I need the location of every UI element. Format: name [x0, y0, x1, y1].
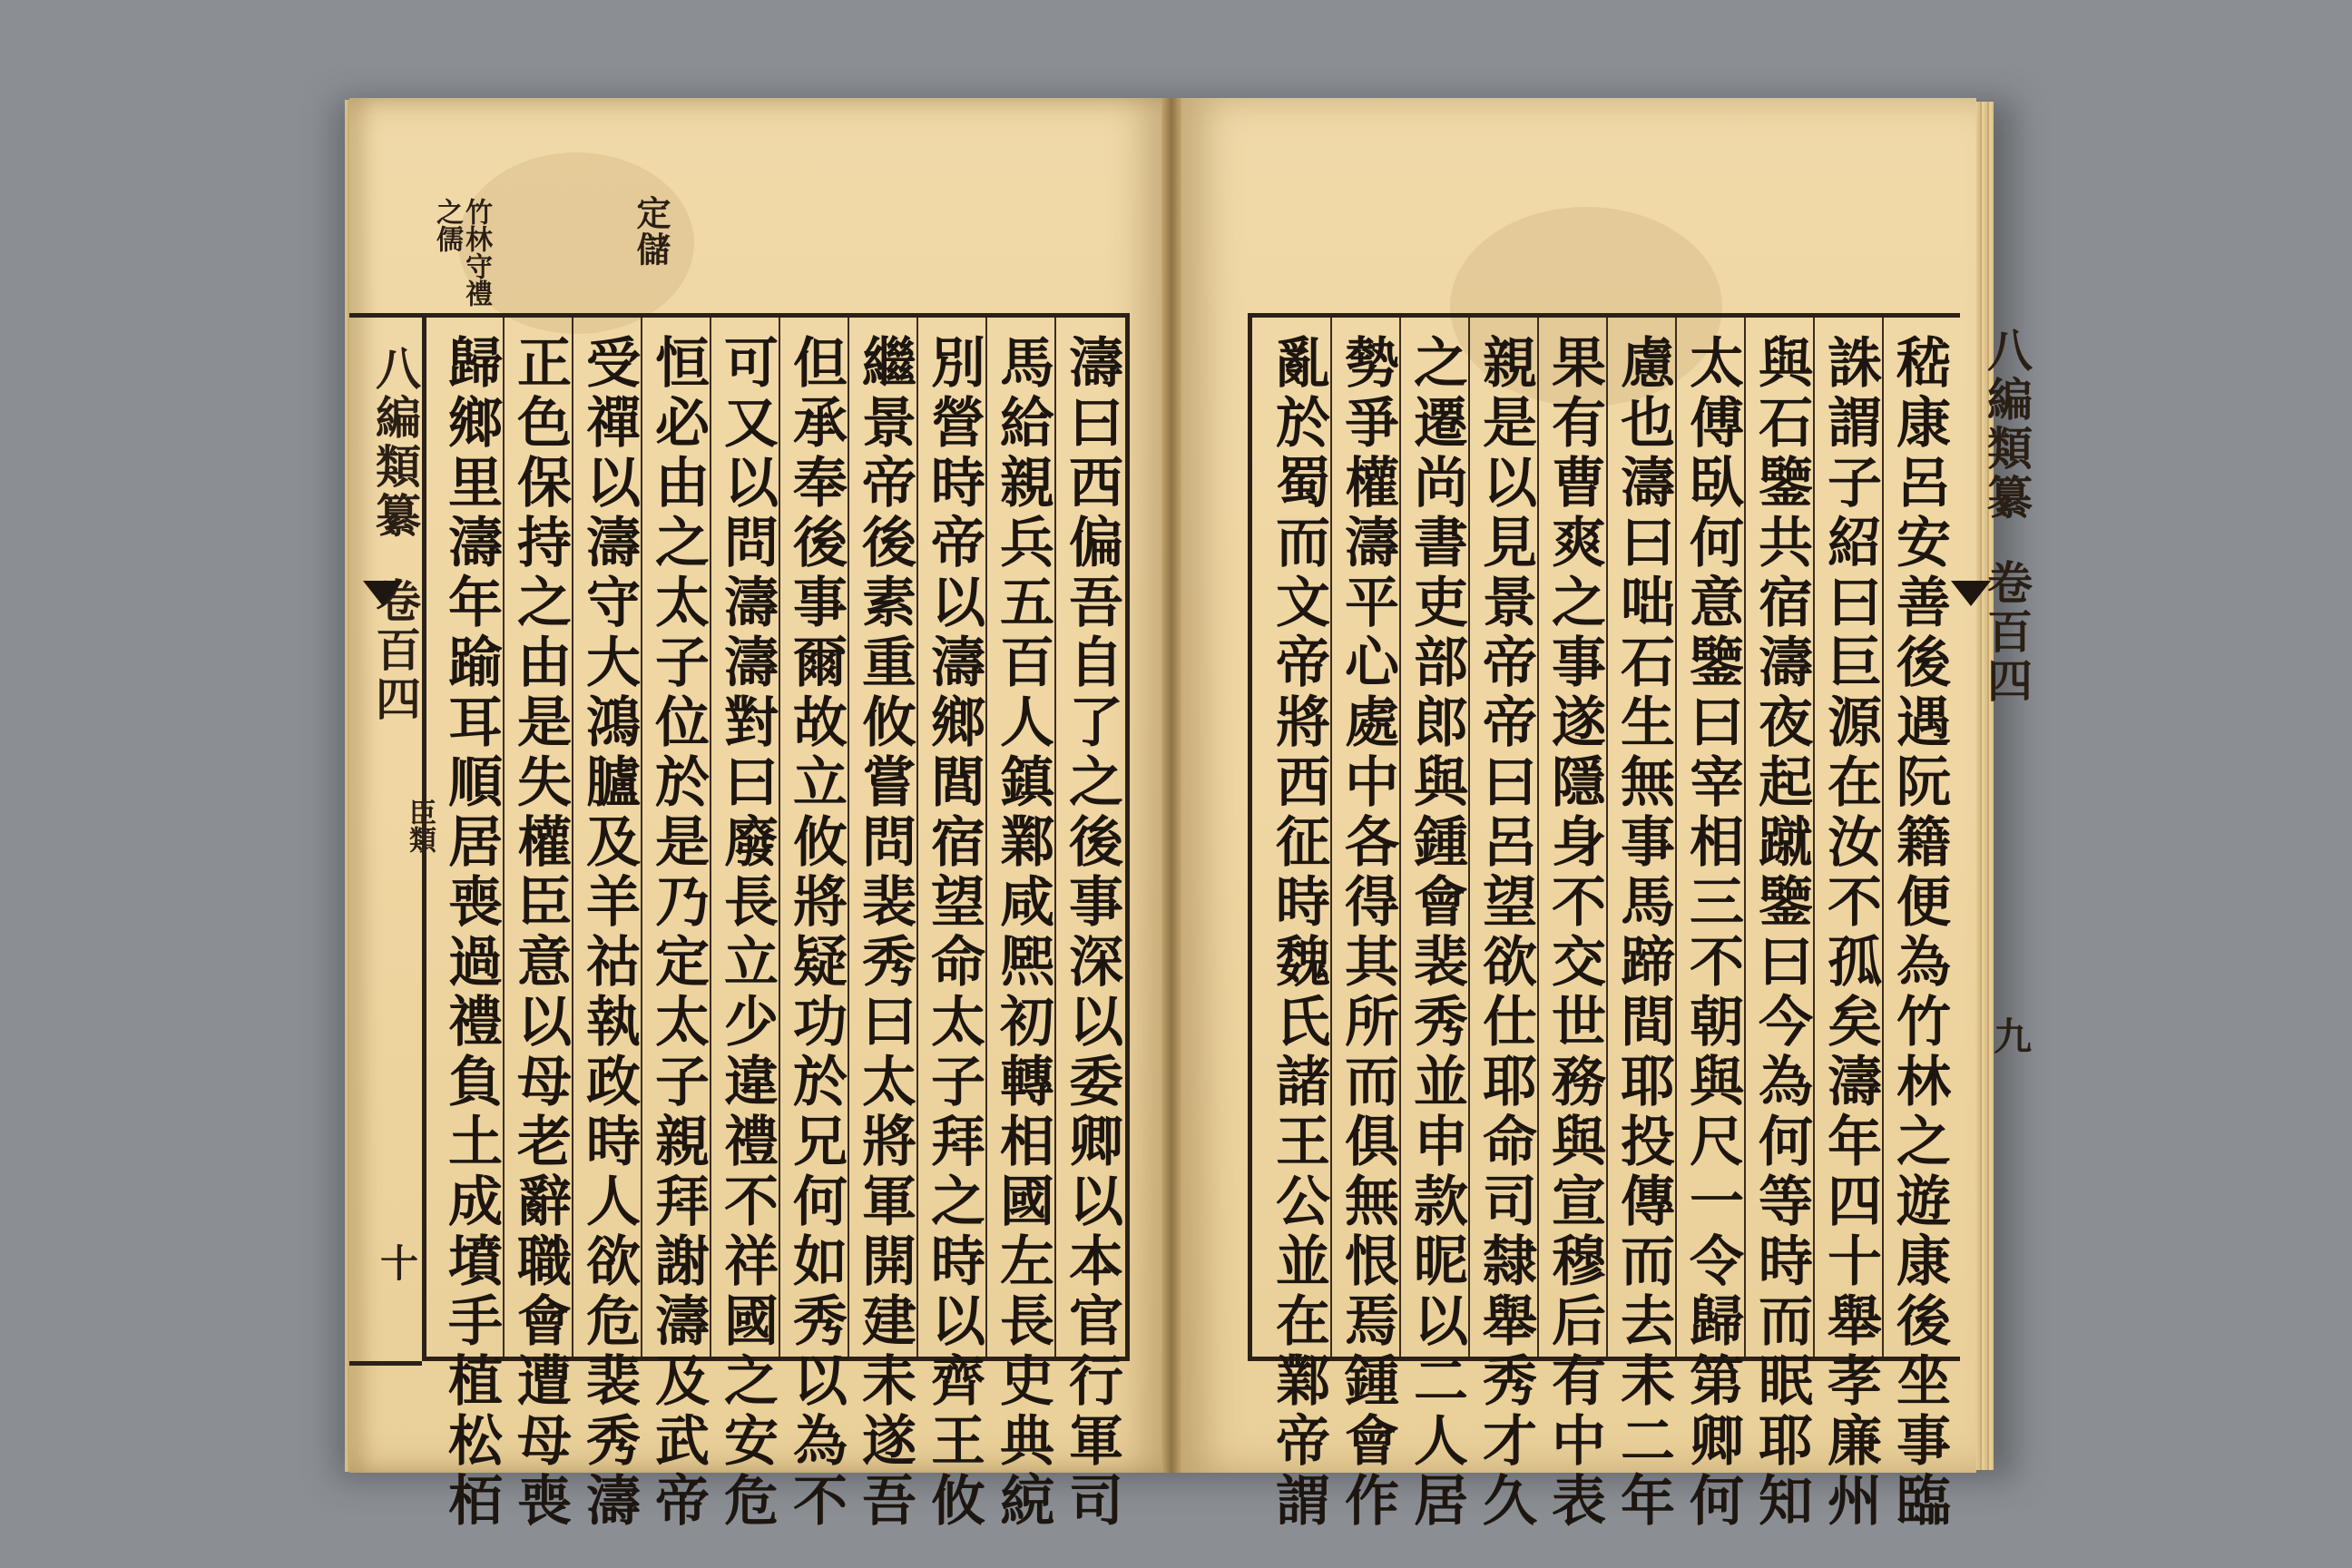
text-column: 親是以見景帝帝曰呂望欲仕耶命司隸舉秀才久: [1474, 334, 1537, 1532]
text-column: 馬給親兵五百人鎮鄴咸熈初轉相國左長史典綂: [991, 334, 1054, 1532]
text-column: 果有曹爽之事遂隱身不交世務與宣穆后有中表: [1543, 334, 1606, 1532]
banxin-title: 八編類纂卷百四: [368, 345, 422, 724]
text-column: 但承奉後事爾故立攸將疑功於兄何如秀以為不: [784, 334, 848, 1532]
fishtail-mark-right: [1951, 581, 1991, 606]
column-rule: [1813, 318, 1815, 1357]
text-column: 與石鑒共宿濤夜起蹴鑒曰今為何等時而眠耶知: [1749, 334, 1813, 1532]
text-column: 太傅臥何意鑒曰宰相三不朝與尺一令歸第卿何: [1681, 334, 1744, 1532]
text-column: 正色保持之由是失權臣意以母老辭職會遭母喪: [508, 334, 572, 1532]
column-rule: [848, 318, 849, 1357]
right-banxin-title: 八編類纂卷百四: [1980, 327, 2034, 706]
column-rule: [1054, 318, 1056, 1357]
text-column: 勢爭權濤平心處中各得其所而俱無恨焉鍾會作: [1336, 334, 1399, 1532]
text-column: 慮也濤曰咄石生無事馬蹄間耶投傳而去未二年: [1612, 334, 1675, 1532]
column-rule: [1330, 318, 1332, 1357]
right-text-block: [1248, 313, 1960, 1532]
column-rule: [1675, 318, 1677, 1357]
right-banxin-page-number: 九: [1988, 1016, 2033, 1054]
text-column: 濤曰西偏吾自了之後事深以委卿以本官行軍司: [1060, 334, 1123, 1532]
text-column: 受禪以濤守大鴻臚及羊祜執政時人欲危裴秀濤: [577, 334, 641, 1532]
text-column: 恒必由之太子位於是乃定太子親拜謝濤及武帝: [646, 334, 710, 1532]
text-column: 誅謂子紹曰巨源在汝不孤矣濤年四十舉孝廉州: [1818, 334, 1882, 1532]
column-rule: [572, 318, 573, 1357]
text-column: 可又以問濤濤對曰廢長立少違禮不祥國之安危: [715, 334, 779, 1532]
text-column: 歸鄉里濤年踰耳順居喪過禮負土成墳手植松栢: [439, 334, 503, 1532]
column-rule: [641, 318, 642, 1357]
text-column: 之遷尚書吏部郎與鍾會裴秀並申款昵以二人居: [1405, 334, 1468, 1532]
column-rule: [779, 318, 780, 1357]
column-rule: [985, 318, 987, 1357]
column-rule: [916, 318, 918, 1357]
column-rule: [1468, 318, 1470, 1357]
fishtail-mark: [363, 581, 403, 606]
marginal-note-top: 定儲: [631, 195, 671, 268]
column-rule: [1606, 318, 1608, 1357]
text-column: 嵇康呂安善後遇阮籍便為竹林之遊康後坐事臨: [1887, 334, 1951, 1532]
column-rule: [1399, 318, 1401, 1357]
column-rule: [710, 318, 711, 1357]
text-column: 亂於蜀而文帝將西征時魏氏諸王公並在鄴帝謂: [1267, 334, 1330, 1532]
column-rule: [503, 318, 505, 1357]
text-column: 別營時帝以濤鄉閭宿望命太子拜之時以齊王攸: [922, 334, 985, 1532]
marginal-note-side: 竹林守禮之儒: [431, 198, 492, 307]
column-rule: [1537, 318, 1539, 1357]
text-column: 繼景帝後素重攸嘗問裴秀曰太將軍開建未遂吾: [853, 334, 916, 1532]
column-rule: [1744, 318, 1746, 1357]
book-gutter: [1161, 98, 1181, 1473]
left-text-block: [422, 313, 1130, 1532]
banxin-page-number: 十: [375, 1243, 419, 1281]
column-rule: [1882, 318, 1884, 1357]
banxin-category: 臣類: [404, 799, 436, 853]
